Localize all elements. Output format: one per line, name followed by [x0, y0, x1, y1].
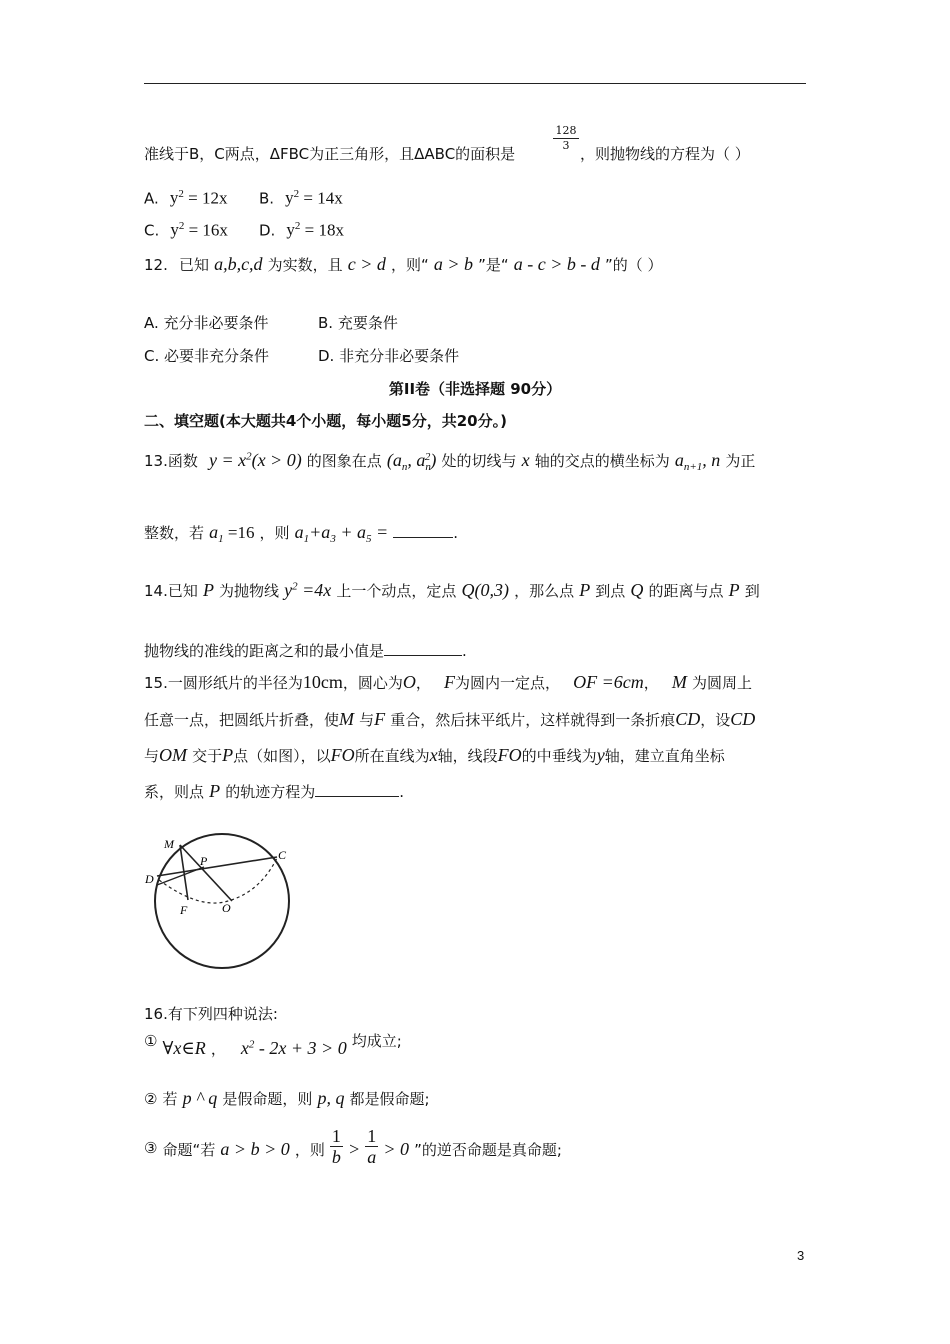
- q11-option-d: D. $y^2 = 18x$: [259, 220, 345, 240]
- trajectory-arc: [159, 858, 277, 903]
- q16-head: 16.有下列四种说法:: [144, 1005, 278, 1023]
- header-rule: [144, 83, 806, 84]
- q11-line: 准线于B，C两点，ΔFBC为正三角形，且ΔABC的面积是: [144, 145, 516, 163]
- fill-blank-header: 二、填空题(本大题共4个小题，每小题5分，共20分。): [144, 412, 507, 430]
- q12-stem: 12. 已知 a,b,c,d 为实数，且 c > d ，则“ a > b ”是“ a - c > b - d ”的（ ）: [144, 254, 663, 274]
- q13-line2: 整数，若 $a_1 =16$ ，则 $a_1+a_3 + a_5$ = .: [144, 522, 458, 546]
- q15-line4: 系，则点 P 的轨迹方程为 .: [144, 781, 404, 801]
- q15-line1: 15.一圆形纸片的半径为10cm，圆心为O， F为圆内一定点， OF =6cm， M 为圆周上: [144, 672, 752, 692]
- q11-option-c: C. $y^2 = 16x$: [144, 220, 228, 240]
- q11-option-a: A. $y^2 = 12x$: [144, 188, 228, 208]
- label-d: D: [145, 872, 154, 886]
- answer-blank[interactable]: [393, 536, 453, 538]
- fraction-numerator: 128: [555, 124, 577, 137]
- fraction-denominator: 3: [553, 138, 579, 152]
- q12-option-c: C. 必要非充分条件: [144, 347, 270, 365]
- q16-statement-3: ③ 命题“若 a > b > 0 ，则 $\frac{1}{b}$ > $\frac{1}{a}$ > 0 ”的逆否命题是真命题;: [144, 1126, 562, 1167]
- q12-option-a: A. 充分非必要条件: [144, 314, 269, 332]
- section-title: 第II卷（非选择题 90分）: [388, 380, 562, 398]
- q12-option-b: B. 充要条件: [318, 314, 398, 332]
- page-number: 3: [797, 1248, 805, 1263]
- fraction-1-over-a: $\frac{1}{a}$: [367, 1126, 377, 1167]
- label-f: F: [180, 903, 188, 917]
- label-c: C: [278, 848, 287, 862]
- q11-option-b: B. $y^2 = 14x$: [259, 188, 343, 208]
- q11-line-end: ，则抛物线的方程为（ ）: [580, 145, 750, 163]
- label-o: O: [222, 901, 231, 915]
- segment-dp: [157, 867, 204, 885]
- q14-line2: 抛物线的准线的距离之和的最小值是 .: [144, 642, 467, 660]
- q16-statement-2: ② 若 p ^ q 是假命题，则 p, q 都是假命题;: [144, 1088, 430, 1108]
- q16-statement-1: ① ∀x∈R ， $x^2 - 2x + 3 > 0$ 均成立;: [144, 1032, 402, 1058]
- label-m: M: [164, 837, 174, 851]
- q13-line1: 13.函数 $y = x^2(x > 0)$ 的图象在点 ($a_n$, $a_n^2$) 处的切线与 x 轴的交点的横坐标为 $a_{n+1}$, n 为正: [144, 450, 756, 474]
- q14-line1: 14.已知 P 为抛物线 $y^2 =4x$ 上一个动点，定点 Q(0,3) ，那么点 P 到点 Q 的距离与点 P 到: [144, 580, 760, 600]
- answer-blank[interactable]: [315, 795, 399, 797]
- q15-line2: 任意一点，把圆纸片折叠，使M 与F 重合，然后抹平纸片，这样就得到一条折痕CD，设CD: [144, 709, 756, 729]
- q11-fraction: [553, 124, 579, 152]
- q12-option-d: D. 非充分非必要条件: [318, 347, 460, 365]
- q15-line3: 与OM 交于P点（如图），以FO所在直线为x轴，线段FO的中垂线为y轴，建立直角坐标: [144, 745, 725, 765]
- answer-blank[interactable]: [384, 654, 462, 656]
- crease-cd: [157, 857, 277, 876]
- fraction-1-over-b: $\frac{1}{b}$: [331, 1126, 341, 1167]
- circle-fold-figure: [140, 828, 300, 973]
- label-p: P: [200, 854, 208, 868]
